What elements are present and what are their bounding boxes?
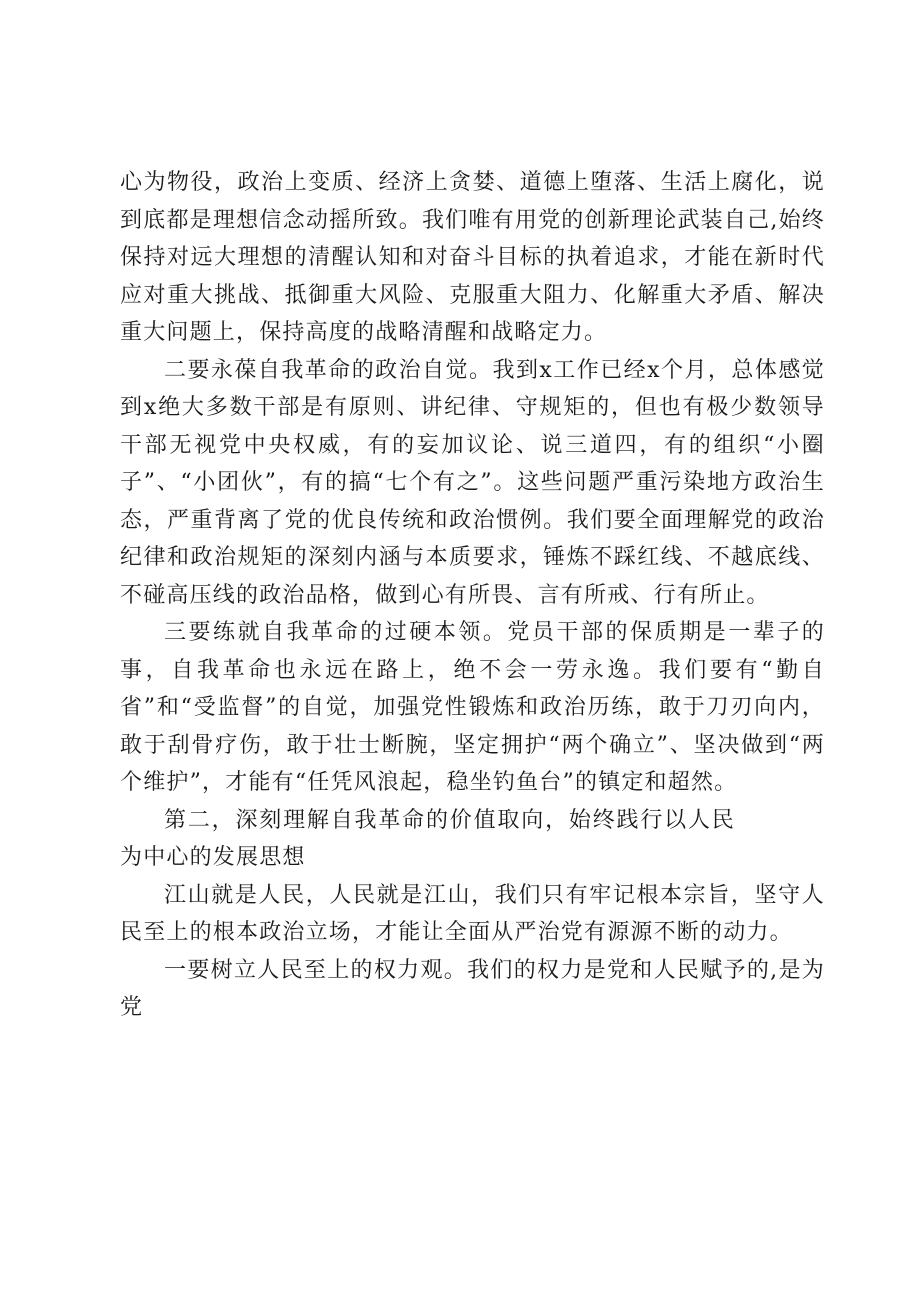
paragraph-power-view: 一要树立人民至上的权力观。我们的权力是党和人民赋予的,是为党 [120,957,825,1020]
document-body [120,164,825,1027]
paragraph-people-are-country: 江山就是人民，人民就是江山，我们只有牢记根本宗旨，坚守人民至上的根本政治立场，才能让全面从严治党有源源不断的动力。 [120,882,825,945]
paragraph-solid-skills: 三要练就自我革命的过硬本领。党员干部的保质期是一辈子的事，自我革命也永远在路上，绝不会一劳永逸。我们要有“勤自省”和“受监督”的自觉，加强党性锻炼和政治历练，敢于刀刃向内，敢于刮骨疗伤，敢于壮士断腕，坚定拥护“两个确立”、坚决做到“两个维护”，才能有“任凭风浪起，稳坐钓鱼台”的镇定和超然。 [120,620,825,795]
paragraph-political-awareness: 二要永葆自我革命的政治自觉。我到x工作已经x个月，总体感觉到x绝大多数干部是有原则、讲纪律、守规矩的，但也有极少数领导干部无视党中央权威，有的妄加议论、说三道四，有的组织“小圈子”、“小团伙”，有的搞“七个有之”。这些问题严重污染地方政治生态，严重背离了党的优良传统和政治惯例。我们要全面理解党的政治纪律和政治规矩的深刻内涵与本质要求，锤炼不踩红线、不越底线、不碰高压线的政治品格，做到心有所畏、言有所戒、行有所止。 [120,357,825,608]
paragraph-ideals-continuation: 心为物役，政治上变质、经济上贪婪、道德上堕落、生活上腐化，说到底都是理想信念动摇所致。我们唯有用党的创新理论武装自己,始终保持对远大理想的清醒认知和对奋斗目标的执着追求，才能在新时代应对重大挑战、抵御重大风险、克服重大阻力、化解重大矛盾、解决重大问题上，保持高度的战略清醒和战略定力。 [120,170,825,345]
section-heading-second: 第二，深刻理解自我革命的价值取向，始终践行以人民为中心的发展思想 [120,807,735,870]
